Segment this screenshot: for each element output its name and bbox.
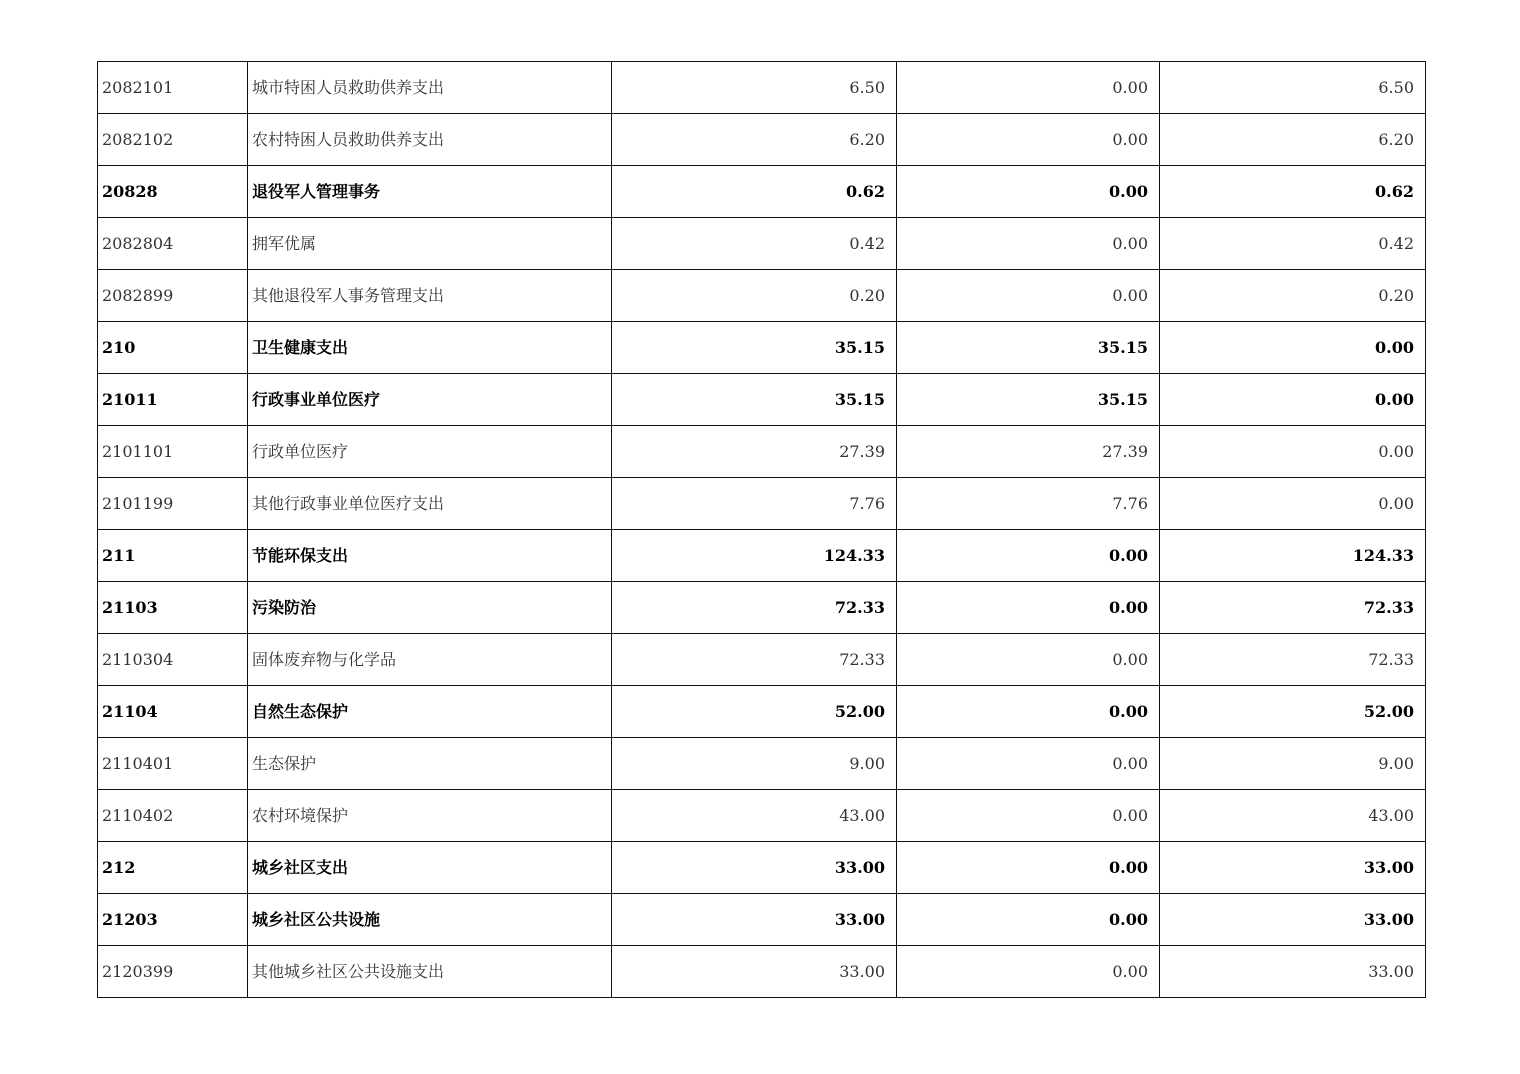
subject-code-cell: 2101101 <box>98 426 248 478</box>
subject-name-cell: 污染防治 <box>248 582 612 634</box>
subject-name-cell: 其他城乡社区公共设施支出 <box>248 946 612 998</box>
table-row <box>98 114 1426 166</box>
total-amount-cell: 33.00 <box>612 946 897 998</box>
basic-expenditure-cell: 35.15 <box>897 322 1160 374</box>
basic-expenditure-cell: 0.00 <box>897 114 1160 166</box>
project-expenditure-cell: 33.00 <box>1160 894 1426 946</box>
total-amount-cell: 27.39 <box>612 426 897 478</box>
project-expenditure-cell: 33.00 <box>1160 946 1426 998</box>
subject-name-cell: 其他行政事业单位医疗支出 <box>248 478 612 530</box>
basic-expenditure-cell: 0.00 <box>897 842 1160 894</box>
subject-name-cell: 行政事业单位医疗 <box>248 374 612 426</box>
subject-code-cell: 211 <box>98 530 248 582</box>
project-expenditure-cell: 0.42 <box>1160 218 1426 270</box>
basic-expenditure-cell: 0.00 <box>897 738 1160 790</box>
total-amount-cell: 72.33 <box>612 582 897 634</box>
basic-expenditure-cell: 35.15 <box>897 374 1160 426</box>
table-row <box>98 478 1426 530</box>
total-amount-cell: 6.20 <box>612 114 897 166</box>
table-row <box>98 738 1426 790</box>
project-expenditure-cell: 0.00 <box>1160 322 1426 374</box>
table-row <box>98 322 1426 374</box>
table-row <box>98 218 1426 270</box>
total-amount-cell: 0.42 <box>612 218 897 270</box>
subject-name-cell: 农村环境保护 <box>248 790 612 842</box>
total-amount-cell: 0.20 <box>612 270 897 322</box>
project-expenditure-cell: 124.33 <box>1160 530 1426 582</box>
subject-name-cell: 城乡社区公共设施 <box>248 894 612 946</box>
table-row <box>98 270 1426 322</box>
project-expenditure-cell: 9.00 <box>1160 738 1426 790</box>
project-expenditure-cell: 33.00 <box>1160 842 1426 894</box>
subject-code-cell: 21103 <box>98 582 248 634</box>
subject-code-cell: 2082102 <box>98 114 248 166</box>
basic-expenditure-cell: 0.00 <box>897 530 1160 582</box>
total-amount-cell: 7.76 <box>612 478 897 530</box>
subject-name-cell: 农村特困人员救助供养支出 <box>248 114 612 166</box>
subject-name-cell: 城市特困人员救助供养支出 <box>248 62 612 114</box>
table-row <box>98 634 1426 686</box>
total-amount-cell: 6.50 <box>612 62 897 114</box>
table-row <box>98 894 1426 946</box>
project-expenditure-cell: 0.20 <box>1160 270 1426 322</box>
subject-name-cell: 生态保护 <box>248 738 612 790</box>
budget-table <box>97 61 1426 998</box>
table-row <box>98 530 1426 582</box>
subject-code-cell: 2082101 <box>98 62 248 114</box>
total-amount-cell: 124.33 <box>612 530 897 582</box>
budget-table-body <box>98 62 1426 998</box>
subject-code-cell: 212 <box>98 842 248 894</box>
table-row <box>98 582 1426 634</box>
subject-code-cell: 210 <box>98 322 248 374</box>
table-row <box>98 166 1426 218</box>
subject-name-cell: 退役军人管理事务 <box>248 166 612 218</box>
project-expenditure-cell: 52.00 <box>1160 686 1426 738</box>
subject-name-cell: 其他退役军人事务管理支出 <box>248 270 612 322</box>
table-row <box>98 374 1426 426</box>
basic-expenditure-cell: 0.00 <box>897 166 1160 218</box>
project-expenditure-cell: 0.00 <box>1160 478 1426 530</box>
project-expenditure-cell: 0.00 <box>1160 426 1426 478</box>
subject-code-cell: 2110401 <box>98 738 248 790</box>
total-amount-cell: 43.00 <box>612 790 897 842</box>
table-row <box>98 686 1426 738</box>
subject-name-cell: 城乡社区支出 <box>248 842 612 894</box>
basic-expenditure-cell: 0.00 <box>897 790 1160 842</box>
basic-expenditure-cell: 0.00 <box>897 634 1160 686</box>
subject-name-cell: 拥军优属 <box>248 218 612 270</box>
total-amount-cell: 9.00 <box>612 738 897 790</box>
subject-code-cell: 20828 <box>98 166 248 218</box>
basic-expenditure-cell: 7.76 <box>897 478 1160 530</box>
subject-name-cell: 卫生健康支出 <box>248 322 612 374</box>
basic-expenditure-cell: 0.00 <box>897 582 1160 634</box>
total-amount-cell: 52.00 <box>612 686 897 738</box>
subject-code-cell: 21104 <box>98 686 248 738</box>
subject-code-cell: 2101199 <box>98 478 248 530</box>
basic-expenditure-cell: 0.00 <box>897 686 1160 738</box>
project-expenditure-cell: 72.33 <box>1160 582 1426 634</box>
total-amount-cell: 33.00 <box>612 842 897 894</box>
basic-expenditure-cell: 27.39 <box>897 426 1160 478</box>
project-expenditure-cell: 6.20 <box>1160 114 1426 166</box>
total-amount-cell: 33.00 <box>612 894 897 946</box>
basic-expenditure-cell: 0.00 <box>897 218 1160 270</box>
subject-code-cell: 2110402 <box>98 790 248 842</box>
subject-name-cell: 节能环保支出 <box>248 530 612 582</box>
total-amount-cell: 35.15 <box>612 322 897 374</box>
basic-expenditure-cell: 0.00 <box>897 270 1160 322</box>
basic-expenditure-cell: 0.00 <box>897 946 1160 998</box>
table-row <box>98 946 1426 998</box>
table-row <box>98 426 1426 478</box>
subject-code-cell: 21203 <box>98 894 248 946</box>
subject-code-cell: 2082899 <box>98 270 248 322</box>
total-amount-cell: 35.15 <box>612 374 897 426</box>
table-row <box>98 790 1426 842</box>
table-row <box>98 62 1426 114</box>
project-expenditure-cell: 6.50 <box>1160 62 1426 114</box>
subject-name-cell: 固体废弃物与化学品 <box>248 634 612 686</box>
subject-name-cell: 自然生态保护 <box>248 686 612 738</box>
project-expenditure-cell: 0.00 <box>1160 374 1426 426</box>
project-expenditure-cell: 43.00 <box>1160 790 1426 842</box>
table-row <box>98 842 1426 894</box>
project-expenditure-cell: 0.62 <box>1160 166 1426 218</box>
subject-code-cell: 2120399 <box>98 946 248 998</box>
project-expenditure-cell: 72.33 <box>1160 634 1426 686</box>
subject-code-cell: 21011 <box>98 374 248 426</box>
basic-expenditure-cell: 0.00 <box>897 62 1160 114</box>
total-amount-cell: 0.62 <box>612 166 897 218</box>
basic-expenditure-cell: 0.00 <box>897 894 1160 946</box>
subject-code-cell: 2110304 <box>98 634 248 686</box>
subject-code-cell: 2082804 <box>98 218 248 270</box>
total-amount-cell: 72.33 <box>612 634 897 686</box>
subject-name-cell: 行政单位医疗 <box>248 426 612 478</box>
